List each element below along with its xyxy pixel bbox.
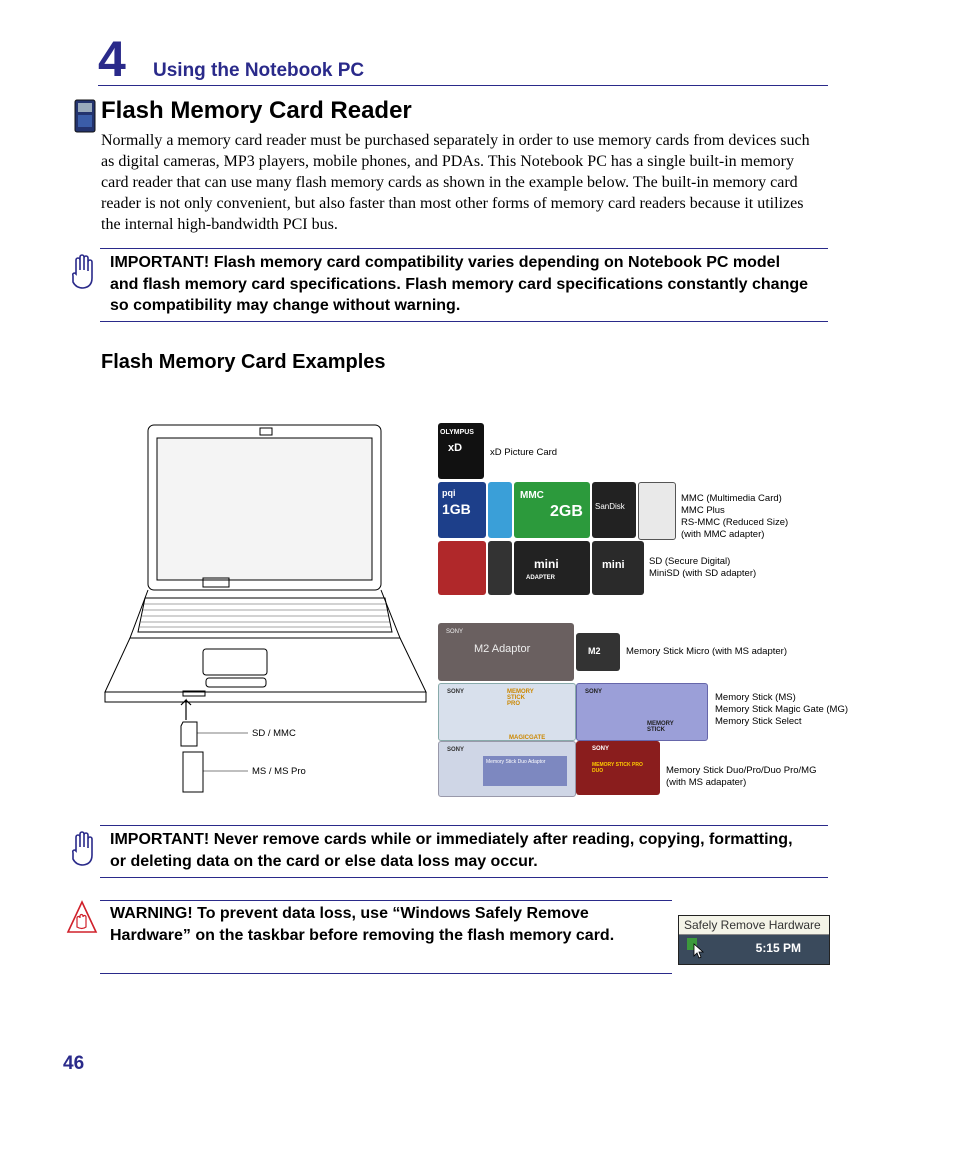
mini-sd-adapter-image: mini ADAPTER (514, 541, 590, 595)
mini-sd-card-image (488, 541, 512, 595)
ms-select-card-image: SONY MEMORY STICK (576, 683, 708, 741)
mmc-adapter-image (638, 482, 676, 540)
examples-heading: Flash Memory Card Examples (101, 351, 386, 373)
notebook-illustration (100, 420, 430, 800)
ms-pro-duo-card-image: SONY MEMORY STICK PRO DUO (576, 741, 660, 795)
label-ms: Memory Stick (MS) Memory Stick Magic Gate (MG) Memory Stick Select (715, 692, 849, 727)
rs-mmc-card-image (488, 482, 512, 538)
hand-stop-icon (70, 829, 98, 867)
label-ms-micro: Memory Stick Micro (with MS adapter) (626, 646, 788, 657)
page-number: 46 (63, 1053, 85, 1074)
label-xd: xD Picture Card (490, 447, 558, 458)
label-ms-duo: Memory Stick Duo/Pro/Duo Pro/MG (with MS adapater) (666, 765, 817, 788)
ms-duo-adaptor-image: SONY Memory Stick Duo Adaptor (438, 741, 576, 797)
slot-label-sd: SD / MMC (252, 728, 296, 739)
mouse-cursor-icon (693, 943, 705, 959)
warning-note: WARNING! To prevent data loss, use “Windows Safely Remove Hardware” on the taskbar before removing the flash memory card. (110, 905, 615, 944)
label-sd: SD (Secure Digital) MiniSD (with SD adapter) (649, 556, 757, 579)
chapter-number: 4 (98, 31, 126, 87)
header-rule (98, 85, 828, 86)
warning-top-rule (100, 900, 672, 901)
xd-card-image: OLYMPUS xD (438, 423, 484, 479)
transcend-mmc-card-image: MMC 2GB (514, 482, 590, 538)
memory-card-icon (74, 99, 96, 133)
hand-stop-icon (70, 252, 98, 290)
section-title: Flash Memory Card Reader (101, 97, 412, 124)
important-note-compatibility: IMPORTANT! Flash memory card compatibility varies depending on Notebook PC model and flash memory card specifications. Flash memory card specifications constantly change so compatibility may change without warning. (110, 254, 809, 314)
note2-bottom-rule (100, 877, 828, 878)
taskbar-clock: 5:15 PM (755, 941, 801, 955)
label-mmc: MMC (Multimedia Card) MMC Plus RS-MMC (Reduced Size) (with MMC adapter) (681, 493, 789, 540)
ms-pro-card-image: SONY MEMORY STICK PRO MAGICGATE (438, 683, 576, 741)
sandisk-mmc-card-image: SanDisk (592, 482, 636, 538)
warning-hand-icon (66, 900, 98, 936)
note-bottom-rule (100, 321, 828, 322)
safely-remove-tooltip: Safely Remove Hardware (679, 916, 829, 935)
important-note-removal: IMPORTANT! Never remove cards while or immediately after reading, copying, formatting, or deleting data on the card or else data loss may occur. (110, 831, 793, 870)
m2-adaptor-image: SONY M2 Adaptor (438, 623, 574, 681)
note2-top-rule (100, 825, 828, 826)
warning-bottom-rule (100, 973, 672, 974)
ms-micro-card-image: M2 (576, 633, 620, 671)
taskbar-screenshot (678, 915, 830, 965)
sd-card-image: mini (592, 541, 644, 595)
pqi-mmc-card-image: pqi 1GB (438, 482, 486, 538)
note-top-rule (100, 248, 828, 249)
section-body: Normally a memory card reader must be purchased separately in order to use memory cards from devices such as digital cameras, MP3 players, mobile phones, and PDAs. This Notebook PC has a single built-in memory card reader that can use many flash memory cards as shown in the example below. The built-in memory card reader is not only convenient, but also faster than most other forms of memory card readers because it utilizes the internal high-bandwidth PCI bus. (101, 132, 810, 233)
slot-label-ms: MS / MS Pro (252, 766, 306, 777)
chapter-title: Using the Notebook PC (153, 60, 365, 81)
sandisk-sd-card-image (438, 541, 486, 595)
